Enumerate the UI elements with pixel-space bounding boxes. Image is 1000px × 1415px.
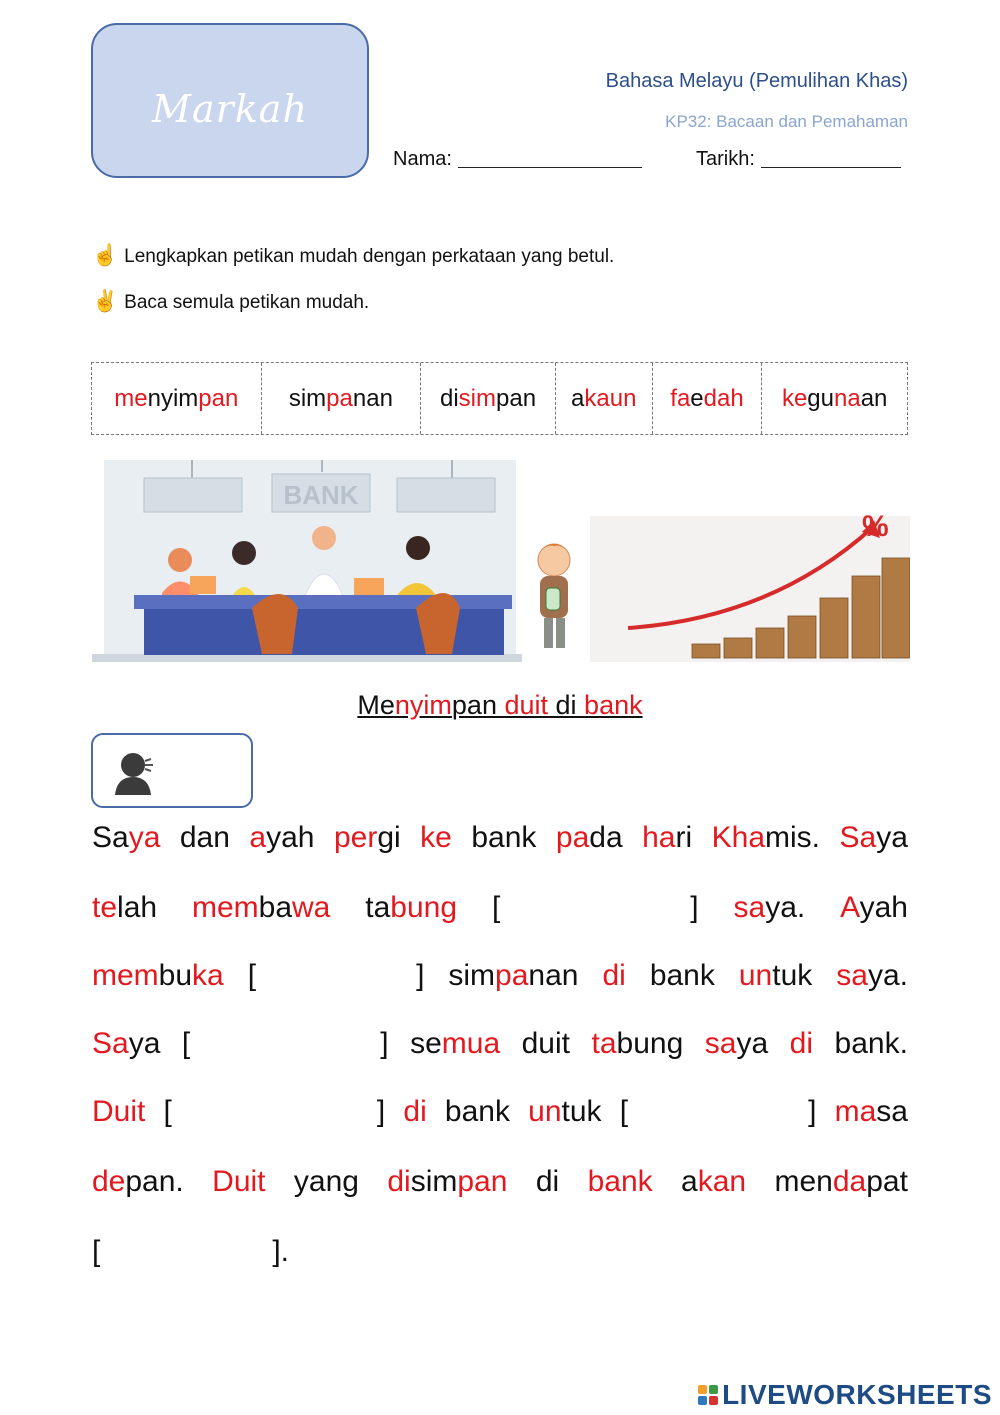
name-blank-line[interactable] bbox=[458, 167, 642, 168]
answer-blank-bracket: [ ]. bbox=[92, 1235, 290, 1268]
bank-floor bbox=[92, 654, 522, 662]
passage-word: di bbox=[535, 1165, 560, 1198]
date-label: Tarikh: bbox=[696, 148, 755, 170]
answer-blank-bracket: [ ] bbox=[181, 1027, 389, 1060]
word-bank-item-faedah[interactable]: fa e dah bbox=[653, 363, 763, 434]
speaking-head-icon bbox=[111, 747, 161, 797]
instruction-text: Baca semula petikan mudah. bbox=[124, 292, 370, 313]
passage-line-7 bbox=[92, 1232, 908, 1272]
passage-word: masa bbox=[834, 1095, 908, 1128]
passage-word: di bbox=[403, 1095, 427, 1128]
passage-word: Ayah bbox=[840, 891, 908, 924]
passage-word: ke bbox=[420, 821, 452, 854]
answer-blank-bracket: [ ] bbox=[619, 1095, 817, 1128]
word-bank-item-simpanan[interactable]: sim pa nan bbox=[262, 363, 422, 434]
passage-word: pergi bbox=[333, 821, 401, 854]
passage-word: saya bbox=[704, 1027, 769, 1060]
liveworksheets-mark-icon bbox=[698, 1385, 718, 1405]
pointing-hand-icon: ☝ bbox=[92, 244, 119, 267]
passage-word: Saya bbox=[92, 1027, 161, 1060]
passage-word: tabung bbox=[591, 1027, 684, 1060]
bank-savings-illustration bbox=[92, 458, 910, 662]
passage-word: tabung bbox=[365, 891, 458, 924]
passage-word: di bbox=[789, 1027, 814, 1060]
money-jar bbox=[546, 588, 560, 610]
passage-word: Khamis. bbox=[711, 821, 821, 854]
passage-word: yang bbox=[293, 1165, 359, 1198]
info-panel-right bbox=[397, 478, 495, 512]
passage-word: telah bbox=[92, 891, 158, 924]
date-field bbox=[696, 148, 901, 171]
score-label: Markah bbox=[152, 87, 308, 131]
passage-word: semua bbox=[410, 1027, 501, 1060]
instruction-text: Lengkapkan petikan mudah dengan perkataan yang betul. bbox=[124, 246, 615, 267]
name-field bbox=[393, 148, 642, 171]
passage-word: untuk bbox=[528, 1095, 602, 1128]
passage-word: ayah bbox=[249, 821, 315, 854]
subject-title: Bahasa Melayu (Pemulihan Khas) bbox=[605, 70, 908, 92]
answer-blank-bracket: [ ] bbox=[491, 891, 699, 924]
passage-word: bank bbox=[587, 1165, 653, 1198]
passage-word: akan bbox=[681, 1165, 747, 1198]
customer-2-head bbox=[406, 536, 430, 560]
liveworksheets-logo bbox=[698, 1379, 992, 1411]
score-box bbox=[91, 23, 369, 178]
info-panel-left bbox=[144, 478, 242, 512]
passage-word: saya. bbox=[733, 891, 806, 924]
passage-line-6 bbox=[92, 1162, 908, 1202]
passage-line-1 bbox=[92, 818, 908, 858]
name-label: Nama: bbox=[393, 148, 452, 170]
passage-word: dan bbox=[179, 821, 230, 854]
passage-word: saya. bbox=[836, 959, 908, 992]
passage-word: bank bbox=[471, 821, 537, 854]
passage-word: bank bbox=[444, 1095, 510, 1128]
passage-line-5 bbox=[92, 1092, 908, 1132]
customer-1-head bbox=[232, 541, 256, 565]
victory-hand-icon: ✌ bbox=[92, 290, 119, 313]
bank-sign: BANK bbox=[283, 480, 359, 510]
instruction-2 bbox=[92, 290, 369, 314]
boy-leg-left bbox=[544, 618, 553, 648]
passage-word: duit bbox=[521, 1027, 570, 1060]
word-bank-item-kegunaan[interactable]: ke gu na an bbox=[781, 384, 888, 412]
passage-word: bank bbox=[649, 959, 715, 992]
passage-word: Saya bbox=[92, 821, 161, 854]
story-title: Menyimpan duit di bank bbox=[357, 690, 643, 720]
word-bank-item-disimpan[interactable]: di sim pan bbox=[421, 363, 556, 434]
date-blank-line[interactable] bbox=[761, 167, 901, 168]
passage-word: pada bbox=[555, 821, 623, 854]
passage-word: disimpan bbox=[387, 1165, 508, 1198]
passage-word: hari bbox=[642, 821, 693, 854]
word-bank bbox=[91, 362, 908, 435]
boy-head bbox=[538, 544, 570, 576]
boy-leg-right bbox=[556, 618, 565, 648]
passage-word: membawa bbox=[191, 891, 331, 924]
passage-word: simpanan bbox=[448, 959, 579, 992]
passage-word: di bbox=[602, 959, 626, 992]
answer-blank-bracket: [ ] bbox=[247, 959, 425, 992]
passage-line-4 bbox=[92, 1024, 908, 1064]
passage-word: membuka bbox=[92, 959, 224, 992]
passage-line-2 bbox=[92, 888, 908, 928]
percent-sign: % bbox=[862, 510, 889, 543]
passage-line-3 bbox=[92, 956, 908, 996]
passage-word: depan. bbox=[92, 1165, 184, 1198]
liveworksheets-text: LIVEWORKSHEETS bbox=[722, 1379, 992, 1410]
audio-read-box[interactable] bbox=[91, 733, 253, 808]
word-bank-item-akaun[interactable]: a kaun bbox=[556, 363, 653, 434]
passage-word: mendapat bbox=[774, 1165, 908, 1198]
teller-2-head bbox=[312, 526, 336, 550]
passage-word: untuk bbox=[738, 959, 813, 992]
passage-word: bank. bbox=[834, 1027, 908, 1060]
word-bank-item-menyimpan[interactable]: me nyim pan bbox=[92, 363, 262, 434]
passage-word: Duit bbox=[92, 1095, 146, 1128]
passage-word: Duit bbox=[212, 1165, 266, 1198]
answer-blank-bracket: [ ] bbox=[163, 1095, 386, 1128]
subtopic-title: KP32: Bacaan dan Pemahaman bbox=[665, 112, 908, 131]
passage-word: Saya bbox=[839, 821, 908, 854]
teller-1-head bbox=[168, 548, 192, 572]
instruction-1 bbox=[92, 244, 614, 268]
laptop-left bbox=[190, 576, 216, 594]
